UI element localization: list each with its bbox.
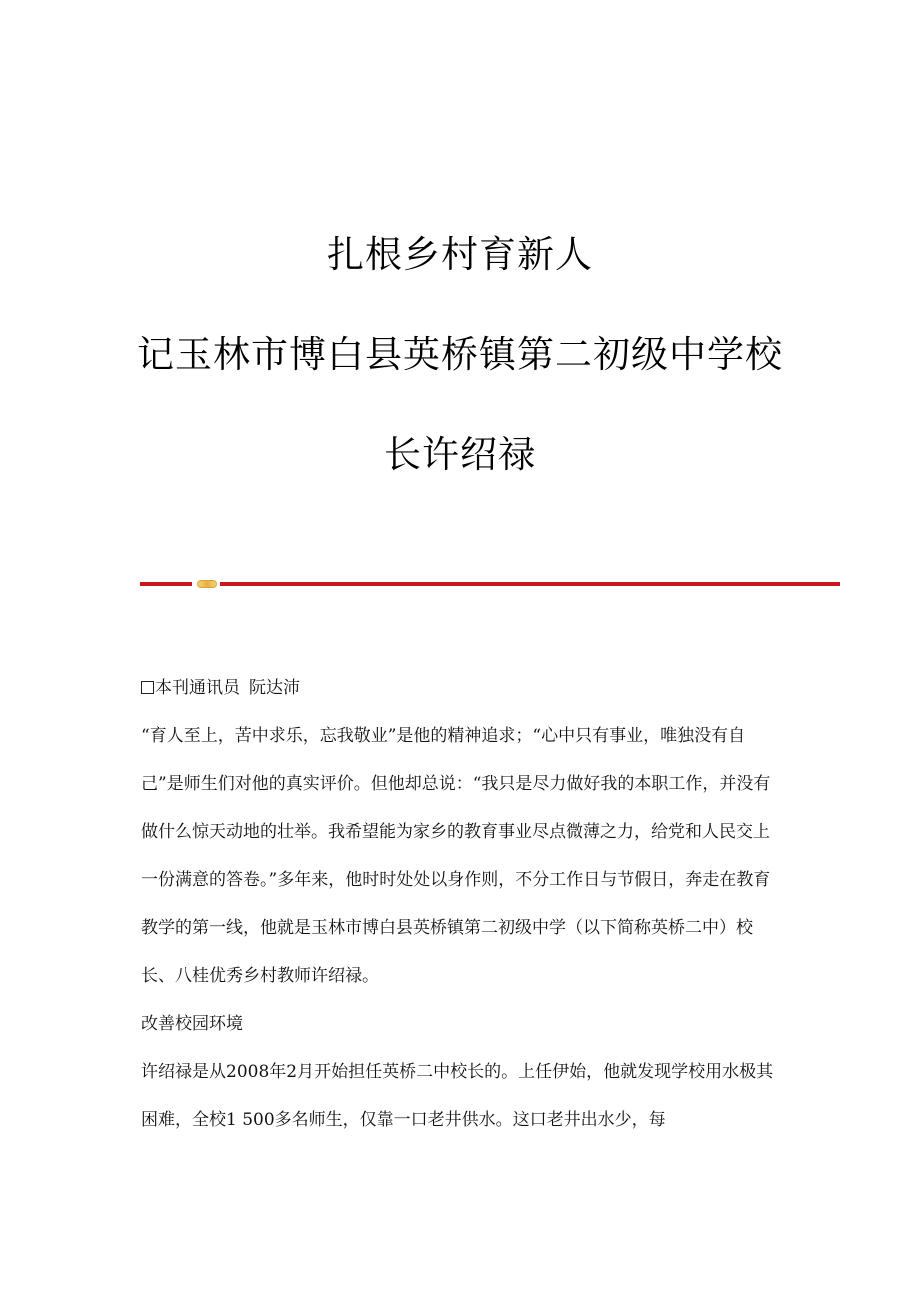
section-heading: 改善校园环境 [141,1014,243,1034]
byline-role: 本刊通讯员 [155,678,240,698]
byline-box-icon [141,681,154,694]
article-body [141,664,781,1144]
title-line-1: 扎根乡村育新人 [327,233,593,276]
title-block [0,205,920,505]
title-line-3: 长许绍禄 [384,433,536,476]
title-line-2: 记玉林市博白县英桥镇第二初级中学校 [137,333,783,376]
title-divider [140,580,840,588]
divider-bar-right [220,582,840,586]
divider-ornament-icon [197,580,217,588]
divider-bar-left [140,582,192,586]
byline [141,664,781,712]
byline-author: 阮达沛 [249,678,300,698]
paragraph-intro: “育人至上，苦中求乐，忘我敬业”是他的精神追求；“心中只有事业，唯独没有自己”是师生们对他的真实评价。但他却总说：“我只是尽力做好我的本职工作，并没有做什么惊天动地的壮举。我希望能为家乡的教育事业尽点微薄之力，给党和人民交上一份满意的答卷。”多年来，他时时处处以身作则，不分工作日与节假日，奔走在教育教学的第一线，他就是玉林市博白县英桥镇第二初级中学（以下简称英桥二中）校长、八桂优秀乡村教师许绍禄。 [141,726,771,986]
paragraph-environment: 许绍禄是从2008年2月开始担任英桥二中校长的。上任伊始，他就发现学校用水极其困难，全校1 500多名师生，仅靠一口老井供水。这口老井出水少，每 [141,1062,774,1130]
